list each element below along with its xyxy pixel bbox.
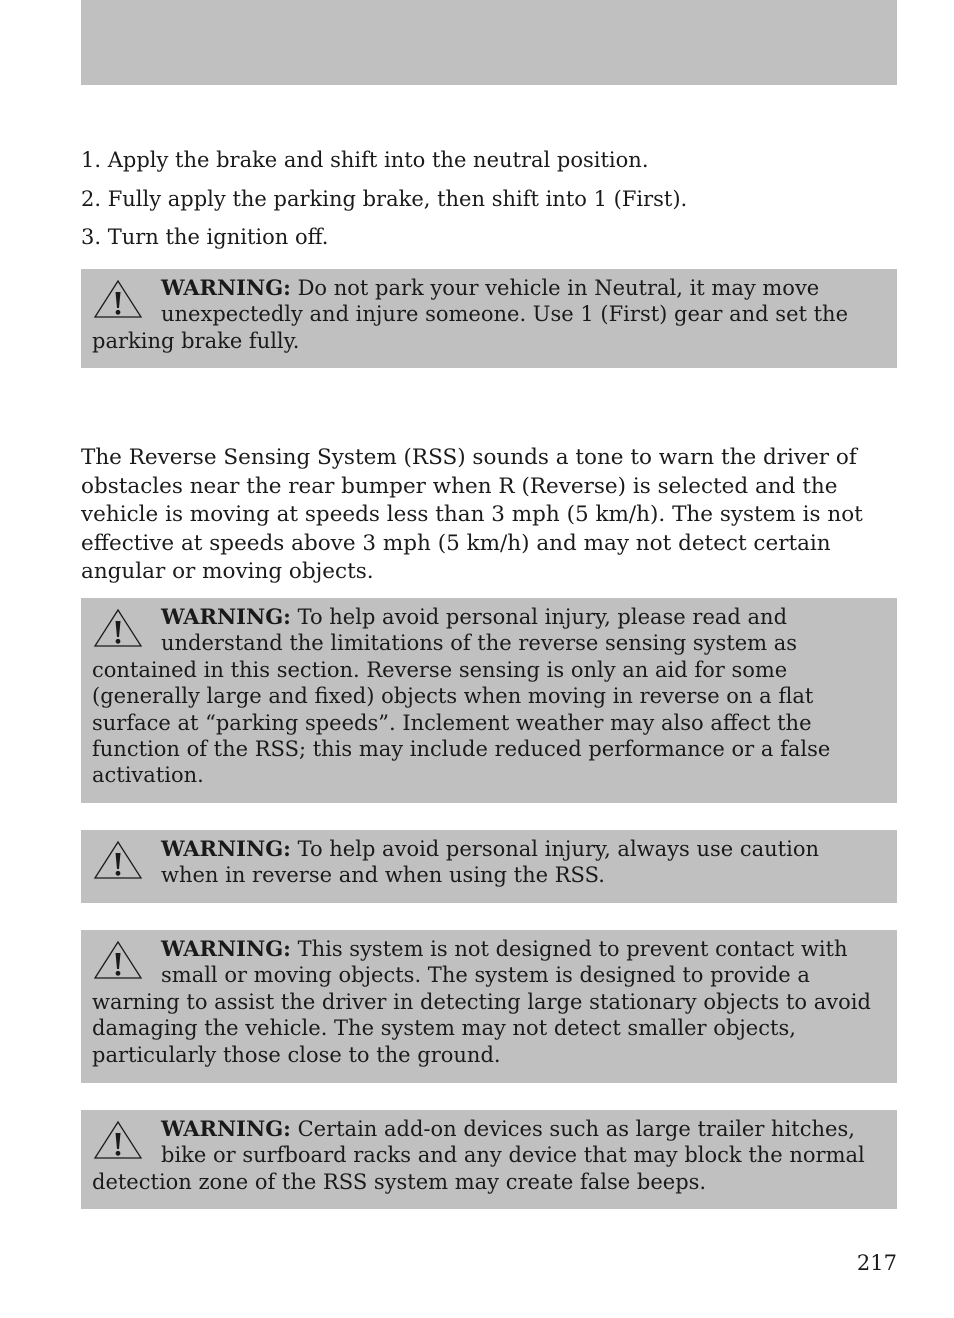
warning-label: WARNING: xyxy=(161,1116,291,1141)
warning-text xyxy=(92,604,883,789)
warning-body: Do not park your vehicle in Neutral, it may move unexpectedly and injure someone. Use 1 (First) gear and set the parking brake fully. xyxy=(92,276,849,353)
warning-box xyxy=(81,830,897,903)
step-item: 1. Apply the brake and shift into the neutral position. xyxy=(81,148,649,172)
step-item: 3. Turn the ignition off. xyxy=(81,225,329,249)
warning-label: WARNING: xyxy=(161,604,291,629)
warning-text xyxy=(92,836,883,889)
warning-label: WARNING: xyxy=(161,275,291,300)
warning-text xyxy=(92,936,883,1068)
page-number: 217 xyxy=(856,1251,897,1275)
warning-box xyxy=(81,269,897,368)
warning-box xyxy=(81,1110,897,1209)
warning-text xyxy=(92,275,883,354)
warning-triangle-icon xyxy=(93,608,143,650)
warning-text xyxy=(92,1116,883,1195)
warning-triangle-icon xyxy=(93,940,143,982)
warning-triangle-icon xyxy=(93,1120,143,1162)
warning-triangle-icon xyxy=(93,279,143,321)
step-item: 2. Fully apply the parking brake, then shift into 1 (First). xyxy=(81,186,688,211)
warning-box xyxy=(81,598,897,803)
procedure-steps xyxy=(81,147,897,263)
warning-label: WARNING: xyxy=(161,836,291,861)
warning-body: To help avoid personal injury, always use caution when in reverse and when using the RSS. xyxy=(161,837,820,888)
warning-triangle-icon xyxy=(93,840,143,882)
rss-intro-paragraph: The Reverse Sensing System (RSS) sounds a tone to warn the driver of obstacles near the rear bumper when R (Reverse) is selected and the vehicle is moving at speeds less than 3 mph (5 km/h). The system is not effective at speeds above 3 mph (5 km/h) and may not detect certain angular or moving objects. xyxy=(81,445,863,584)
warning-label: WARNING: xyxy=(161,936,291,961)
warning-box xyxy=(81,930,897,1083)
warning-body: To help avoid personal injury, please read and understand the limitations of the reverse sensing system as contained in this section. Reverse sensing is only an aid for some (generally large and fixed) objects when moving in reverse on a flat surface at “parking speeds”. Inclement weather may also affect the function of the RSS; this may include reduced performance or a false activation. xyxy=(92,605,831,788)
warning-body: Certain add-on devices such as large trailer hitches, bike or surfboard racks and any device that may block the normal detection zone of the RSS system may create false beeps. xyxy=(92,1117,865,1194)
warning-body: This system is not designed to prevent contact with small or moving objects. The system is designed to provide a warning to assist the driver in detecting large stationary objects to avoid damaging the vehicle. The system may not detect smaller objects, particularly those close to the ground. xyxy=(92,937,871,1067)
header-band xyxy=(81,0,897,85)
